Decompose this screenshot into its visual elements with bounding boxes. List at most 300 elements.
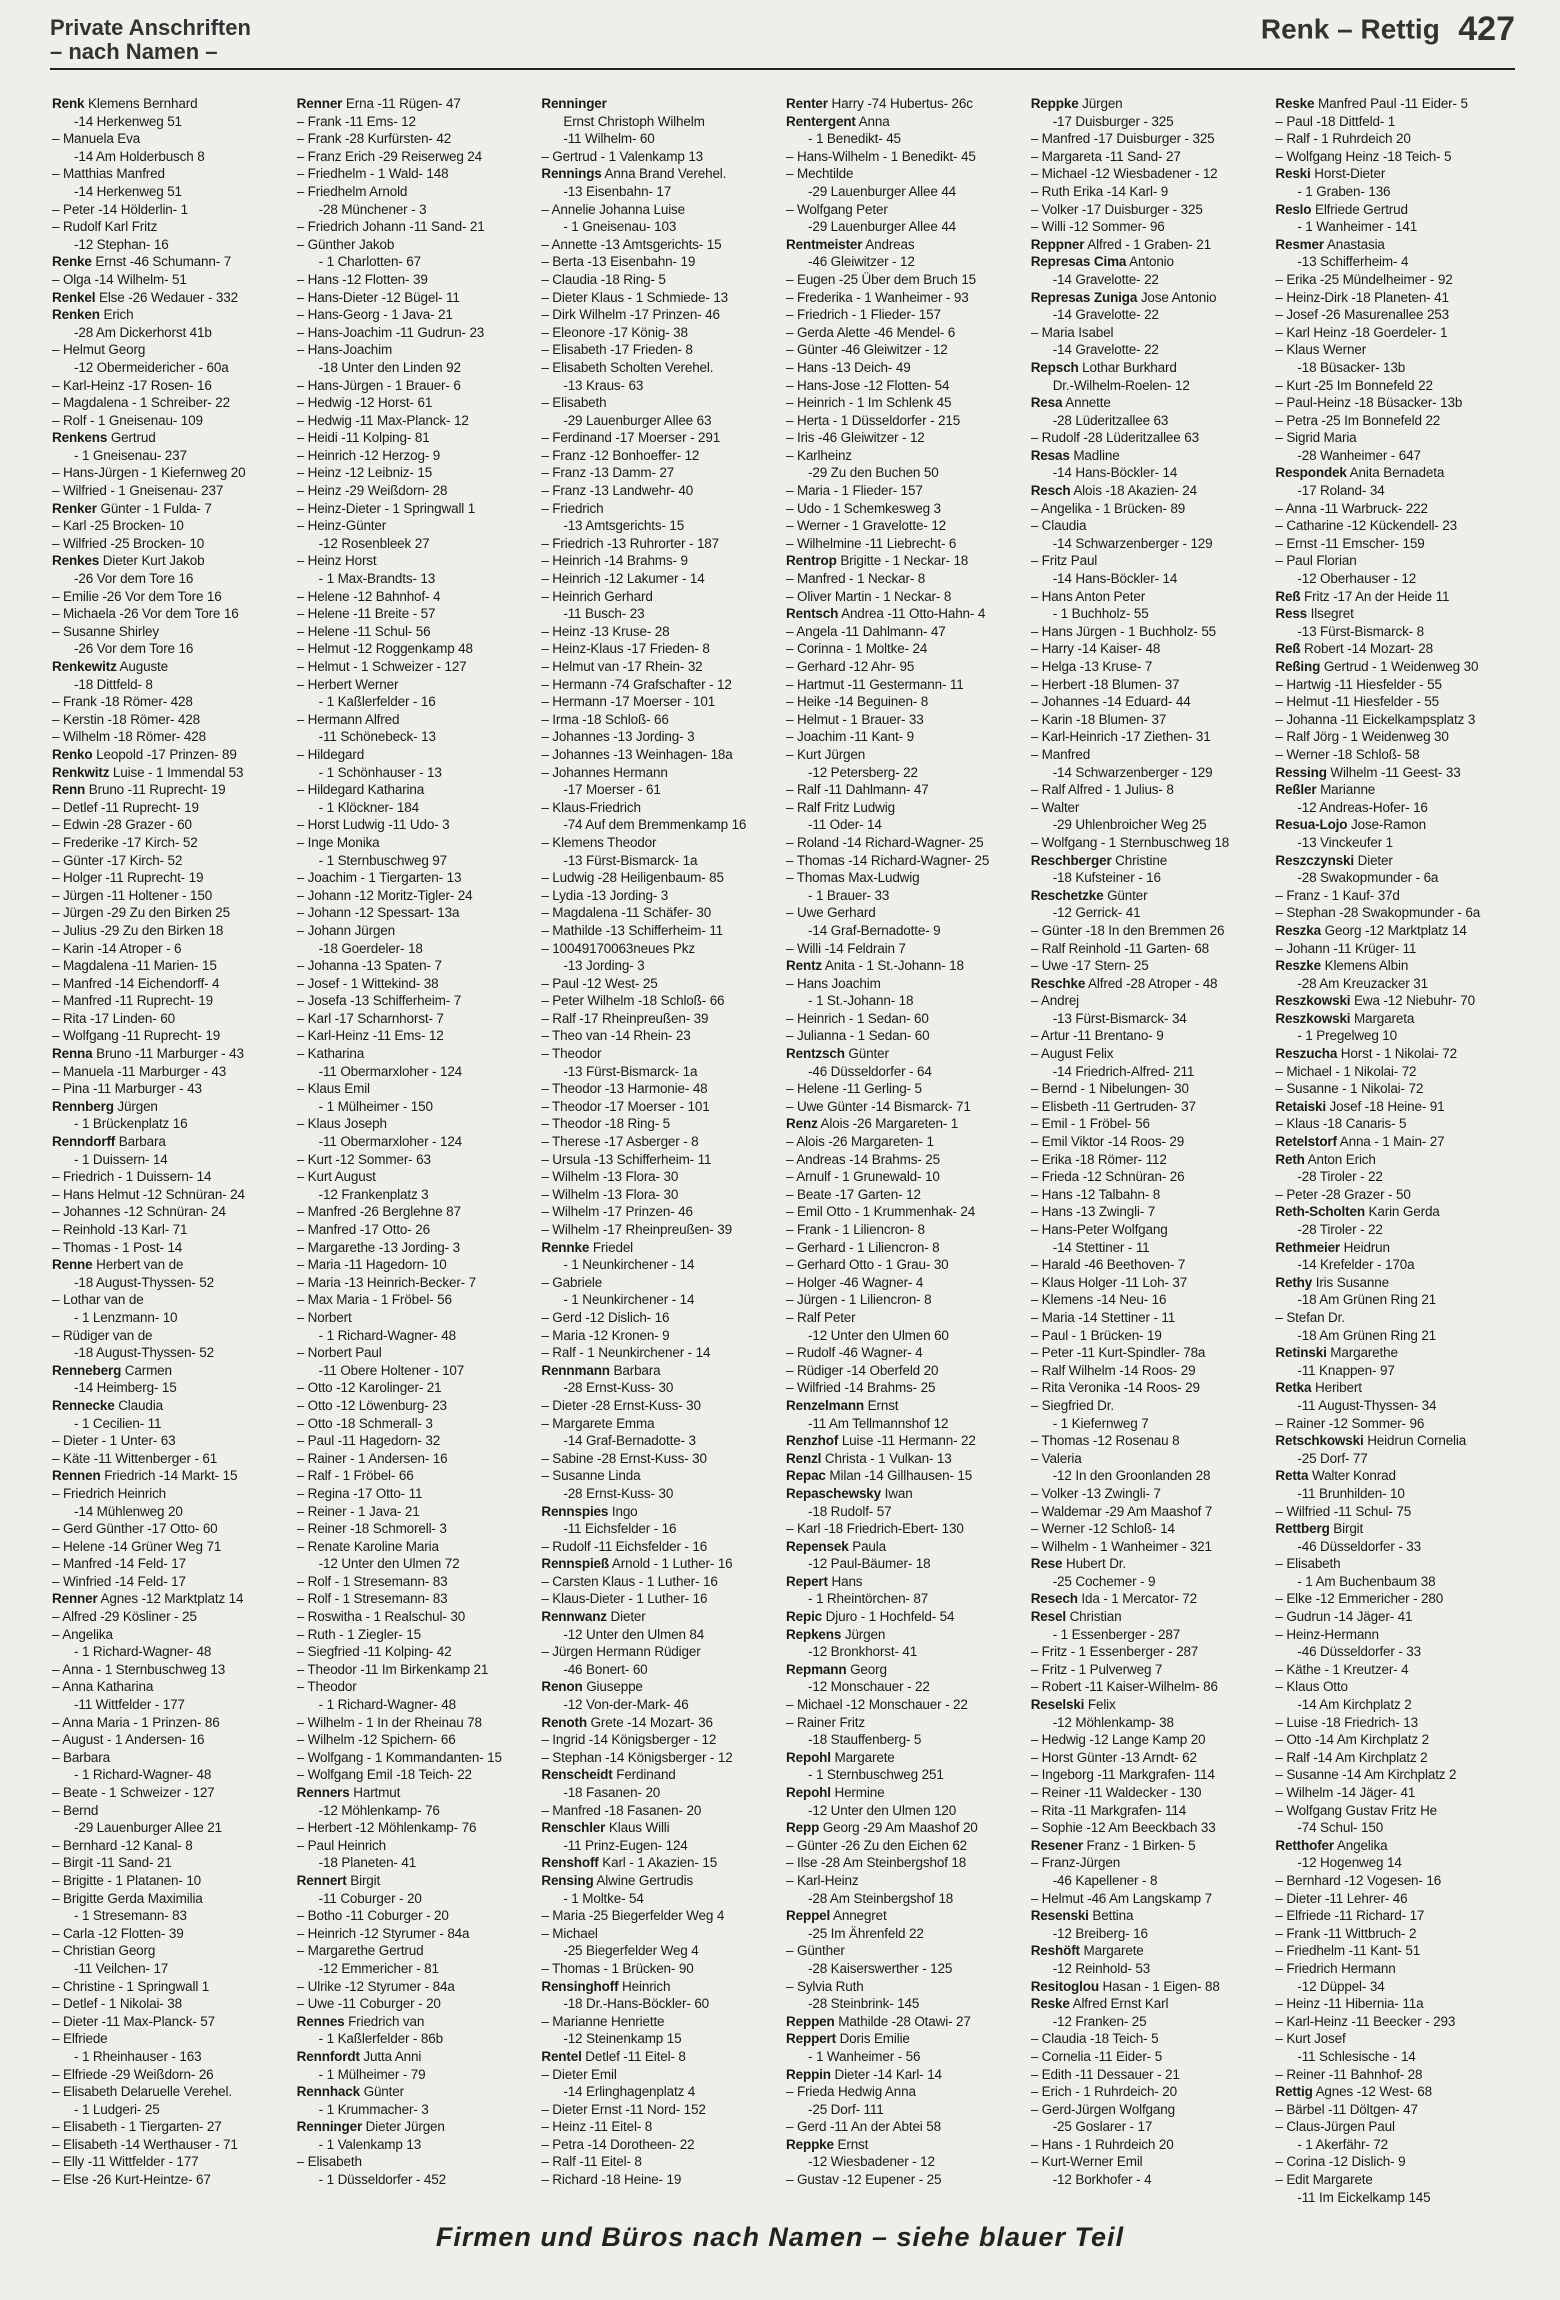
sub-entry: – Fritz - 1 Pulverweg 7 xyxy=(1030,1661,1163,1677)
surname: Reschetzke xyxy=(1030,887,1104,903)
surname-entry xyxy=(1031,1978,1268,1996)
surname-entry xyxy=(1275,1133,1512,1151)
entry-details: Anna Brand Verehel. xyxy=(601,166,727,182)
surname-entry xyxy=(1031,1942,1268,1960)
sub-entry: – Gerd-Jürgen Wolfgang xyxy=(1030,2101,1175,2117)
entry-details: Hermine xyxy=(830,1785,885,1800)
sub-entry: – Andreas -14 Brahms- 25 xyxy=(786,1151,940,1167)
sub-entry: – Andrej xyxy=(1030,993,1080,1009)
surname: Resener xyxy=(1030,1837,1083,1853)
sub-entry: – Katharina xyxy=(296,1046,365,1062)
entry-details: Iwan xyxy=(881,1485,913,1501)
sub-entry: – Elfriede xyxy=(52,2031,108,2047)
surname-entry xyxy=(786,1450,1023,1468)
sub-entry: – Friedrich Heinrich xyxy=(52,1485,167,1501)
sub-entry: – Gerda Alette -46 Mendel- 6 xyxy=(786,324,956,340)
address-line: -28 Steinbrink- 145 xyxy=(808,1996,920,2012)
address-line: -18 Büsacker- 13b xyxy=(1297,359,1406,375)
address-line: - 1 Brückenplatz 16 xyxy=(74,1116,188,1132)
entry-details: Barbara xyxy=(115,1134,166,1150)
sub-entry: – Walter xyxy=(1030,799,1080,815)
sub-entry: – Stefan Dr. xyxy=(1275,1309,1345,1325)
sub-entry: – Friedhelm -11 Kant- 51 xyxy=(1275,1943,1421,1959)
sub-entry: – Helene -11 Breite - 57 xyxy=(296,606,436,622)
sub-entry: – Susanne Shirley xyxy=(52,623,160,639)
sub-entry: – Karl -17 Scharnhorst- 7 xyxy=(296,1010,444,1026)
entry-details: Franz - 1 Birken- 5 xyxy=(1082,1837,1196,1853)
entry-details: Horst - 1 Nikolai- 72 xyxy=(1337,1046,1457,1062)
sub-entry: – Manfred - 1 Neckar- 8 xyxy=(786,571,926,587)
sub-entry: – Thomas - 1 Post- 14 xyxy=(52,1239,183,1255)
address-line: -12 Paul-Bäumer- 18 xyxy=(808,1556,931,1572)
sub-entry: – Detlef - 1 Nikolai- 38 xyxy=(52,1996,182,2012)
surname: Repmann xyxy=(786,1661,847,1677)
surname-entry xyxy=(52,1098,289,1116)
sub-entry: – Dieter - 1 Unter- 63 xyxy=(52,1433,176,1449)
sub-entry: – Bernd - 1 Nibelungen- 30 xyxy=(1030,1081,1189,1097)
sub-entry: – Hans Joachim xyxy=(786,975,881,991)
address-line: -11 Busch- 23 xyxy=(563,606,645,622)
sub-entry: – Renate Karoline Maria xyxy=(296,1538,439,1554)
surname-entry xyxy=(1031,887,1268,905)
sub-entry: – Elisabeth - 1 Tiergarten- 27 xyxy=(52,2119,222,2135)
surname-entry xyxy=(52,253,289,271)
surname: Renk xyxy=(52,96,85,111)
surname-entry xyxy=(1031,1907,1268,1925)
address-line: -13 Fürst-Bismarck- 34 xyxy=(1052,1010,1187,1026)
sub-entry: – Annelie Johanna Luise xyxy=(541,201,686,217)
address-line: -14 Stettiner - 11 xyxy=(1052,1239,1150,1255)
surname-entry xyxy=(297,1872,534,1890)
sub-entry: – Margarete Emma xyxy=(541,1415,655,1431)
address-line: -12 Wiesbadener - 12 xyxy=(808,2154,935,2170)
entry-details: Fritz -17 An der Heide 11 xyxy=(1300,588,1450,604)
address-line: -29 Lauenburger Allee 21 xyxy=(74,1820,223,1836)
sub-entry: – Reiner -11 Bahnhof- 28 xyxy=(1275,2066,1423,2082)
entry-details: Madline xyxy=(1069,447,1120,463)
address-line: -14 Graf-Bernadotte- 3 xyxy=(563,1433,696,1449)
entry-details: Margarete xyxy=(830,1749,895,1765)
sub-entry: – Helmut Georg xyxy=(52,342,146,358)
entry-details: Alwine Gertrudis xyxy=(593,1872,694,1888)
sub-entry: – Sabine -28 Ernst-Kuss- 30 xyxy=(541,1450,707,1466)
sub-entry: – Manfred -11 Ruprecht- 19 xyxy=(52,993,213,1009)
address-line: -18 August-Thyssen- 52 xyxy=(74,1274,215,1290)
surname-entry xyxy=(1275,992,1512,1010)
sub-entry: – Friedrich Johann -11 Sand- 21 xyxy=(296,219,485,235)
sub-entry: – Wolfgang -11 Ruprecht- 19 xyxy=(52,1028,221,1044)
sub-entry: – Elke -12 Emmericher - 280 xyxy=(1275,1591,1444,1607)
address-line: -28 Münchener - 3 xyxy=(318,201,427,217)
page-header xyxy=(50,10,1515,70)
address-line: -25 Biegerfelder Weg 4 xyxy=(563,1943,699,1959)
sub-entry: – Heinz-Dieter - 1 Springwall 1 xyxy=(296,500,476,516)
sub-entry: – Luise -18 Friedrich- 13 xyxy=(1275,1714,1418,1730)
surname-entry xyxy=(786,2030,1023,2048)
sub-entry: – Anna - 1 Sternbuschweg 13 xyxy=(52,1661,226,1677)
sub-entry: – Bärbel -11 Döltgen- 47 xyxy=(1275,2101,1418,2117)
sub-entry: – Manfred -18 Fasanen- 20 xyxy=(541,1802,702,1818)
entry-details: Günter xyxy=(1103,887,1148,903)
sub-entry: – Franz -13 Landwehr- 40 xyxy=(541,483,694,499)
sub-entry: – Reinhold -13 Karl- 71 xyxy=(52,1222,188,1237)
address-line: - 1 Benedikt- 45 xyxy=(808,131,901,147)
sub-entry: – Jürgen - 1 Liliencron- 8 xyxy=(786,1292,932,1308)
sub-entry: – Johannes Hermann xyxy=(541,764,668,780)
surname: Resel xyxy=(1030,1609,1066,1625)
entry-details: Barbara xyxy=(609,1362,661,1378)
address-line: -14 Schwarzenberger - 129 xyxy=(1052,764,1213,780)
entry-details: Anita Bernadeta xyxy=(1346,465,1445,481)
address-line: - 1 Mülheimer - 150 xyxy=(318,1098,433,1114)
sub-entry: – Sophie -12 Am Beeckbach 33 xyxy=(1030,1820,1216,1836)
surname: Repaschewsky xyxy=(786,1485,882,1501)
surname-entry xyxy=(52,1467,289,1485)
address-line: -12 Emmericher - 81 xyxy=(318,1960,439,1976)
surname: Renon xyxy=(541,1679,583,1695)
address-line: -11 Wilhelm- 60 xyxy=(563,131,655,147)
sub-entry: – Susanne Linda xyxy=(541,1468,641,1484)
address-line: -11 Am Tellmannshof 12 xyxy=(808,1415,949,1431)
address-line: -18 Unter den Linden 92 xyxy=(318,359,461,375)
sub-entry: – Magdalena - 1 Schreiber- 22 xyxy=(52,395,231,411)
sub-entry: – Eugen -25 Über dem Bruch 15 xyxy=(786,271,977,287)
sub-entry: – Max Maria - 1 Fröbel- 56 xyxy=(296,1292,452,1308)
sub-entry: – Heinrich - 1 Im Schlenk 45 xyxy=(786,395,952,411)
sub-entry: – Theodor -11 Im Birkenkamp 21 xyxy=(296,1661,489,1677)
surname: Respondek xyxy=(1275,465,1347,481)
address-line: -14 Gravelotte- 22 xyxy=(1052,271,1159,287)
address-line: -14 Am Kirchplatz 2 xyxy=(1297,1697,1412,1713)
sub-entry: – Mathilde -13 Schifferheim- 11 xyxy=(541,922,724,938)
sub-entry: – Peter -28 Grazer - 50 xyxy=(1275,1186,1411,1202)
address-line: -12 Monschauer - 22 xyxy=(808,1679,930,1695)
sub-entry: – Angelika xyxy=(52,1626,113,1642)
sub-entry: – Wilhelm -13 Flora- 30 xyxy=(541,1169,679,1185)
surname-entry xyxy=(1031,95,1268,113)
surname: Renzl xyxy=(786,1450,822,1466)
address-line: -46 Düsseldorfer - 33 xyxy=(1297,1538,1422,1554)
sub-entry: – Fritz - 1 Essenberger - 287 xyxy=(1030,1644,1199,1660)
sub-entry: – Theodor -17 Moerser - 101 xyxy=(541,1098,710,1114)
sub-entry: – Botho -11 Coburger - 20 xyxy=(296,1908,449,1924)
sub-entry: – Corina -12 Dislich- 9 xyxy=(1275,2154,1406,2170)
surname: Rennen xyxy=(52,1468,101,1484)
sub-entry: – Gertrud - 1 Valenkamp 13 xyxy=(541,148,704,164)
surname-entry xyxy=(52,95,289,113)
surname: Reß xyxy=(1275,641,1301,657)
address-line: -12 Rosenbleek 27 xyxy=(318,535,430,551)
surname: Rennwanz xyxy=(541,1609,607,1625)
sub-entry: – Hans -13 Deich- 49 xyxy=(786,359,911,375)
address-line: - 1 Neunkirchener - 14 xyxy=(563,1257,695,1273)
entry-details: Paula xyxy=(848,1538,886,1554)
entry-details: Margarete xyxy=(1079,1943,1144,1959)
address-line: -11 Prinz-Eugen- 124 xyxy=(563,1837,688,1853)
surname-entry xyxy=(52,429,289,447)
address-line: - 1 Kaßlerfelder - 86b xyxy=(318,2031,443,2047)
sub-entry: – Theodor xyxy=(296,1679,357,1695)
sub-entry: – Petra -25 Im Bonnefeld 22 xyxy=(1275,412,1441,428)
sub-entry: – Heidi -11 Kolping- 81 xyxy=(296,430,430,446)
sub-entry: – Franz -12 Bonhoeffer- 12 xyxy=(541,447,700,463)
surname-entry xyxy=(1031,394,1268,412)
surname-entry xyxy=(1275,236,1512,254)
sub-entry: – Manfred -17 Duisburger - 325 xyxy=(1030,131,1215,147)
sub-entry: – Anna Katharina xyxy=(52,1679,154,1695)
sub-entry: – Hans-Wilhelm - 1 Benedikt- 45 xyxy=(786,148,976,164)
address-line: - 1 Kiefernweg 7 xyxy=(1052,1415,1149,1431)
sub-entry: – Frieda Hedwig Anna xyxy=(786,2084,916,2100)
address-line: -28 Am Dickerhorst 41b xyxy=(74,324,212,340)
sub-entry: – Emilie -26 Vor dem Tore 16 xyxy=(52,588,222,604)
sub-entry: – Ursula -13 Schifferheim- 11 xyxy=(541,1151,712,1167)
address-line: -12 Steinenkamp 15 xyxy=(563,2031,682,2047)
sub-entry: – Klaus-Dieter - 1 Luther- 16 xyxy=(541,1591,708,1607)
sub-entry: – Johannes -13 Jording- 3 xyxy=(541,729,695,745)
sub-entry: – Hedwig -12 Lange Kamp 20 xyxy=(1030,1732,1206,1748)
sub-entry: – Franz-Jürgen xyxy=(1030,1855,1121,1871)
surname: Reß xyxy=(1275,588,1301,604)
surname: Rennke xyxy=(541,1239,590,1255)
surname-entry xyxy=(297,95,534,113)
surname-entry xyxy=(1031,1837,1268,1855)
sub-entry: – Hans - 1 Ruhrdeich 20 xyxy=(1030,2136,1174,2152)
sub-entry: – Karl -18 Friedrich-Ebert- 130 xyxy=(786,1521,964,1537)
surname-entry xyxy=(541,2048,778,2066)
sub-entry: – Herbert -12 Möhlenkamp- 76 xyxy=(296,1820,477,1836)
sub-entry: – Heinrich - 1 Sedan- 60 xyxy=(786,1010,929,1026)
sub-entry: – Stephan -28 Swakopmunder - 6a xyxy=(1275,905,1481,921)
surname: Renker xyxy=(52,500,97,516)
address-line: -12 Frankenplatz 3 xyxy=(318,1186,429,1202)
sub-entry: – Theodor -18 Ring- 5 xyxy=(541,1116,671,1132)
sub-entry: – Gudrun -14 Jäger- 41 xyxy=(1275,1609,1413,1625)
surname: Renn xyxy=(52,782,86,798)
surname-entry xyxy=(786,1115,1023,1133)
sub-entry: – Wilhelmine -11 Liebrecht- 6 xyxy=(786,535,957,551)
address-line: - 1 Richard-Wagner- 48 xyxy=(74,1644,212,1660)
surname: Retschkowski xyxy=(1275,1433,1364,1449)
surname: Renne xyxy=(52,1257,93,1273)
address-line: -12 Borkhofer - 4 xyxy=(1052,2172,1152,2188)
address-line: -18 Goerdeler- 18 xyxy=(318,940,423,956)
sub-entry: – Rainer Fritz xyxy=(786,1714,865,1730)
sub-entry: – Edwin -28 Grazer - 60 xyxy=(52,817,192,833)
sub-entry: – Ingrid -14 Königsberger - 12 xyxy=(541,1732,717,1748)
sub-entry: – Dirk Wilhelm -17 Prinzen- 46 xyxy=(541,307,720,323)
address-line: -14 Gravelotte- 22 xyxy=(1052,342,1159,358)
surname: Reppel xyxy=(786,1908,831,1924)
address-line: -12 Gerrick- 41 xyxy=(1052,905,1141,921)
entry-details: Manfred Paul -11 Eider- 5 xyxy=(1314,96,1468,111)
address-line: -18 Am Grünen Ring 21 xyxy=(1297,1327,1437,1343)
surname: Renz xyxy=(786,1116,818,1132)
entry-details: Arnold - 1 Luther- 16 xyxy=(609,1556,733,1572)
entry-details: Ida - 1 Mercator- 72 xyxy=(1077,1591,1197,1607)
surname: Rettberg xyxy=(1275,1521,1330,1537)
surname-entry xyxy=(297,2048,534,2066)
surname-entry xyxy=(541,1608,778,1626)
surname: Rensinghoff xyxy=(541,1978,619,1994)
entry-details: Ilsegret xyxy=(1307,606,1354,622)
sub-entry: – Gustav -12 Eupener - 25 xyxy=(786,2172,942,2188)
entry-details: Felix xyxy=(1084,1697,1116,1713)
sub-entry: – Wilhelm -12 Spichern- 66 xyxy=(296,1732,456,1748)
sub-entry: – Beate - 1 Schweizer - 127 xyxy=(52,1785,215,1800)
entry-details: Iris Susanne xyxy=(1312,1274,1389,1290)
sub-entry: – Petra -14 Dorotheen- 22 xyxy=(541,2136,695,2152)
sub-entry: – Hans-Jürgen - 1 Kiefernweg 20 xyxy=(52,465,246,481)
surname: Resech xyxy=(1030,1591,1078,1607)
surname: Reppert xyxy=(786,2031,836,2047)
address-line: -28 Lüderitzallee 63 xyxy=(1052,412,1169,428)
address-line: -11 Brunhilden- 10 xyxy=(1297,1485,1405,1501)
sub-entry: – 10049170063neues Pkz xyxy=(541,940,695,956)
surname: Renndorff xyxy=(52,1134,116,1150)
sub-entry: – Gabriele xyxy=(541,1274,603,1290)
sub-entry: – Paul Heinrich xyxy=(296,1837,386,1853)
entry-details: Jürgen xyxy=(113,1098,158,1114)
address-line: - 1 Schönhauser - 13 xyxy=(318,764,442,780)
sub-entry: – Frank -18 Römer- 428 xyxy=(52,694,193,710)
sub-entry: – Wolfgang Gustav Fritz He xyxy=(1275,1802,1438,1818)
surname: Rentel xyxy=(541,2048,582,2064)
sub-entry: – Helene -14 Grüner Weg 71 xyxy=(52,1538,222,1554)
address-line: -11 Obermarxloher - 124 xyxy=(318,1063,463,1079)
sub-entry: – Manfred -17 Otto- 26 xyxy=(296,1222,430,1237)
sub-entry: – Werner -18 Schloß- 58 xyxy=(1275,746,1420,762)
sub-entry: – Ralf - 1 Ruhrdeich 20 xyxy=(1275,131,1411,147)
surname: Renkens xyxy=(52,430,108,446)
sub-entry: – Hartmut -11 Gestermann- 11 xyxy=(786,676,964,692)
entry-details: Bruno -11 Ruprecht- 19 xyxy=(85,782,226,798)
sub-entry: – Hans-Joachim -11 Gudrun- 23 xyxy=(296,324,485,340)
sub-entry: – Paul Florian xyxy=(1275,553,1357,569)
sub-entry: – Rudolf -46 Wagner- 4 xyxy=(786,1345,923,1361)
sub-entry: – Ralf -11 Dahlmann- 47 xyxy=(786,782,929,798)
sub-entry: – Josef -26 Masurenallee 253 xyxy=(1275,307,1450,323)
entry-details: Herbert van de xyxy=(92,1257,184,1273)
address-line: - 1 Wanheimer - 141 xyxy=(1297,219,1418,235)
entry-details: Grete -14 Mozart- 36 xyxy=(586,1714,713,1730)
sub-entry: – Michael xyxy=(541,1925,598,1941)
surname: Repert xyxy=(786,1573,828,1589)
surname-entry xyxy=(786,605,1023,623)
address-line: -13 Schifferheim- 4 xyxy=(1297,254,1409,270)
entry-details: Jose-Ramon xyxy=(1347,817,1427,833)
surname-entry xyxy=(786,1661,1023,1679)
sub-entry: – Karl-Heinz -11 Ems- 12 xyxy=(296,1028,444,1044)
sub-entry: – Marianne Henriette xyxy=(541,2013,665,2029)
sub-entry: – Willi -14 Feldrain 7 xyxy=(786,940,906,956)
surname-entry xyxy=(1275,605,1512,623)
entry-details: Friedel xyxy=(589,1239,634,1255)
sub-entry: – Olga -14 Wilhelm- 51 xyxy=(52,271,187,287)
sub-entry: – Wilfried - 1 Gneisenau- 237 xyxy=(52,483,224,499)
surname: Renner xyxy=(296,96,343,111)
address-line: -14 Gravelotte- 22 xyxy=(1052,307,1159,323)
sub-entry: – Brigitte - 1 Platanen- 10 xyxy=(52,1872,202,1888)
entry-details: Jürgen xyxy=(1078,96,1123,111)
sub-entry: – Gerd -11 An der Abtei 58 xyxy=(786,2119,941,2135)
entry-details: Heribert xyxy=(1311,1380,1362,1396)
sub-entry: – Karin -14 Atroper - 6 xyxy=(52,940,182,956)
surname-entry xyxy=(1275,957,1512,975)
sub-entry: – Hermann Alfred xyxy=(296,711,400,727)
address-line: -11 Obere Holtener - 107 xyxy=(318,1362,465,1378)
surname: Resmer xyxy=(1275,236,1324,252)
sub-entry: – Heinz -11 Hibernia- 11a xyxy=(1275,1996,1424,2012)
entry-details: Erna -11 Rügen- 47 xyxy=(342,96,461,111)
sub-entry: – Rolf - 1 Stresemann- 83 xyxy=(296,1573,448,1589)
sub-entry: – Joachim - 1 Tiergarten- 13 xyxy=(296,870,462,886)
address-line: -12 Petersberg- 22 xyxy=(808,764,918,780)
surname: Rennspieß xyxy=(541,1556,610,1572)
address-line: Ernst Christoph Wilhelm xyxy=(563,113,705,129)
entry-details: Jose Antonio xyxy=(1137,289,1217,305)
entry-details: Giuseppe xyxy=(582,1679,643,1695)
sub-entry: – Hans Jürgen - 1 Buchholz- 55 xyxy=(1030,623,1217,639)
surname: Renke xyxy=(52,254,92,270)
surname: Represas Cima xyxy=(1030,254,1127,270)
sub-entry: – Heinz Horst xyxy=(296,553,377,569)
entry-details: Ernst xyxy=(864,1397,899,1413)
sub-entry: – Rita Veronika -14 Roos- 29 xyxy=(1030,1380,1200,1396)
entry-details: Auguste xyxy=(116,659,169,674)
sub-entry: – Volker -13 Zwingli- 7 xyxy=(1030,1485,1161,1501)
surname-entry xyxy=(297,1784,534,1802)
sub-entry: – Helene -11 Schul- 56 xyxy=(296,623,431,639)
address-line: -18 Dr.-Hans-Böckler- 60 xyxy=(563,1996,710,2012)
sub-entry: – Christian Georg xyxy=(52,1943,156,1959)
sub-entry: – Elisabeth Scholten Verehel. xyxy=(541,359,714,375)
address-line: -25 Cochemer - 9 xyxy=(1052,1573,1156,1589)
surname: Renschler xyxy=(541,1820,606,1836)
surname: Retta xyxy=(1275,1468,1309,1484)
sub-entry: – Ferdinand -17 Moerser - 291 xyxy=(541,430,721,446)
sub-entry: – Carsten Klaus - 1 Luther- 16 xyxy=(541,1573,718,1589)
sub-entry: – Maria -25 Biegerfelder Weg 4 xyxy=(541,1908,725,1924)
entry-details: Leopold -17 Prinzen- 89 xyxy=(92,746,237,762)
sub-entry: – Paul -18 Dittfeld- 1 xyxy=(1275,113,1396,129)
sub-entry: – Volker -17 Duisburger - 325 xyxy=(1030,201,1203,217)
sub-entry: – Ralf Wilhelm -14 Roos- 29 xyxy=(1030,1362,1196,1378)
sub-entry: – Johann -11 Krüger- 11 xyxy=(1275,940,1417,956)
entry-details: Alfred Ernst Karl xyxy=(1069,1996,1169,2012)
sub-entry: – Rolf - 1 Gneisenau- 109 xyxy=(52,412,203,428)
address-line: - 1 Rheintörchen- 87 xyxy=(808,1591,929,1607)
sub-entry: – Kurt -25 Im Bonnefeld 22 xyxy=(1275,377,1433,393)
sub-entry: – Rüdiger -14 Oberfeld 20 xyxy=(786,1362,939,1378)
sub-entry: – August - 1 Andersen- 16 xyxy=(52,1732,205,1748)
address-line: -29 Zu den Buchen 50 xyxy=(808,465,939,481)
address-line: -46 Düsseldorfer - 64 xyxy=(808,1063,932,1079)
entry-details: Lothar Burkhard xyxy=(1078,359,1177,375)
address-line: -12 Düppel- 34 xyxy=(1297,1978,1385,1994)
sub-entry: – Heinz -29 Weißdorn- 28 xyxy=(296,483,448,499)
address-line: -29 Lauenburger Allee 44 xyxy=(808,219,957,235)
address-line: -14 Am Holderbusch 8 xyxy=(74,148,205,164)
sub-entry: – Elisabeth xyxy=(541,395,607,411)
surname: Retinski xyxy=(1275,1345,1327,1361)
sub-entry: – Edit Margarete xyxy=(1275,2172,1373,2188)
surname-entry xyxy=(786,2066,1023,2084)
sub-entry: – Werner - 1 Gravelotte- 12 xyxy=(786,518,947,534)
entry-details: Angelika xyxy=(1334,1837,1388,1853)
entry-details: Klaus Willi xyxy=(605,1820,670,1836)
surname: Resua-Lojo xyxy=(1275,817,1348,833)
